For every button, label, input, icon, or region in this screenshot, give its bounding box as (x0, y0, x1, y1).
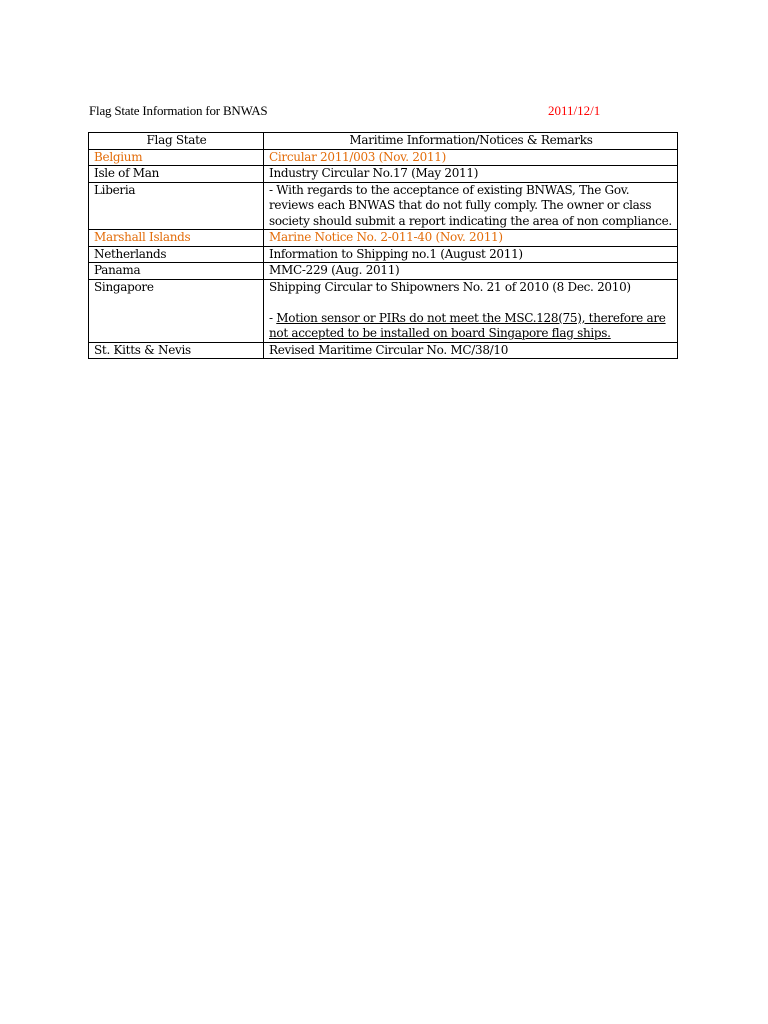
flag-state-cell: Liberia (89, 182, 264, 230)
flag-state-cell: Marshall Islands (89, 230, 264, 247)
table-row (89, 230, 678, 247)
table-header-row (89, 133, 678, 150)
flag-state-cell: Singapore (89, 279, 264, 342)
header-remarks: Maritime Information/Notices & Remarks (264, 133, 678, 150)
table-row (89, 263, 678, 280)
flag-state-cell: Panama (89, 263, 264, 280)
flag-state-cell: Isle of Man (89, 166, 264, 183)
remarks-line: Shipping Circular to Shipowners No. 21 of 2010 (8 Dec. 2010) (269, 279, 631, 294)
remarks-cell: Marine Notice No. 2-011-40 (Nov. 2011) (264, 230, 678, 247)
table-row (89, 342, 678, 359)
remarks-cell (264, 279, 678, 342)
document-title: Flag State Information for BNWAS (89, 103, 268, 118)
flag-state-table (88, 132, 678, 359)
table-row (89, 149, 678, 166)
remarks-cell: Circular 2011/003 (Nov. 2011) (264, 149, 678, 166)
header-flag-state: Flag State (89, 133, 264, 150)
remarks-cell: MMC-229 (Aug. 2011) (264, 263, 678, 280)
flag-state-cell: Netherlands (89, 246, 264, 263)
paragraph-gap (269, 295, 673, 311)
table-row (89, 246, 678, 263)
remarks-cell: Industry Circular No.17 (May 2011) (264, 166, 678, 183)
document-date: 2011/12/1 (548, 103, 601, 118)
table-row (89, 279, 678, 342)
remarks-note (269, 311, 673, 342)
remarks-cell: Information to Shipping no.1 (August 2011) (264, 246, 678, 263)
remarks-underlined-text: Motion sensor or PIRs do not meet the MSC.128(75), therefore are not accepted to be installed on board Singapore flag ships. (269, 310, 666, 340)
table-row (89, 166, 678, 183)
flag-state-cell: Belgium (89, 149, 264, 166)
remarks-cell: - With regards to the acceptance of existing BNWAS, The Gov. reviews each BNWAS that do not fully comply. The owner or class society should submit a report indicating the area of non compliance. (264, 182, 678, 230)
table-row (89, 182, 678, 230)
bullet-dash: - (269, 310, 277, 325)
flag-state-cell: St. Kitts & Nevis (89, 342, 264, 359)
remarks-cell: Revised Maritime Circular No. MC/38/10 (264, 342, 678, 359)
